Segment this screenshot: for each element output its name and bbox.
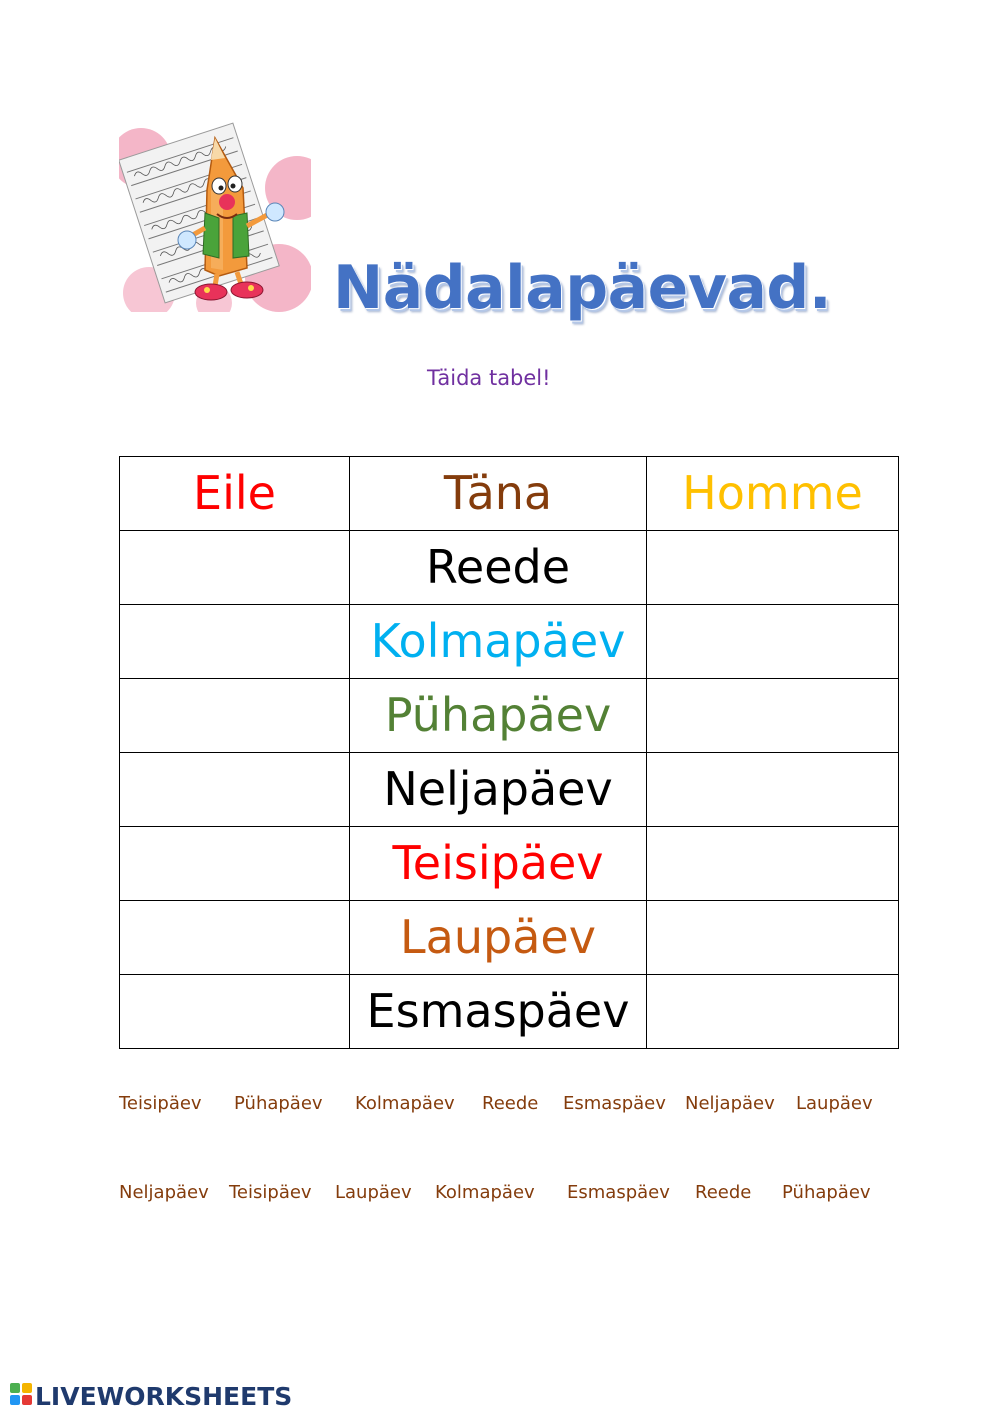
- page-title: Nädalapäevad.: [333, 253, 832, 323]
- answer-cell-tomorrow[interactable]: [647, 531, 899, 605]
- word-bank-item[interactable]: Pühapäev: [782, 1182, 871, 1203]
- answer-cell-tomorrow[interactable]: [647, 605, 899, 679]
- word-bank-item[interactable]: Neljapäev: [119, 1182, 209, 1203]
- given-day-cell: Kolmapäev: [350, 605, 647, 679]
- given-day-cell: Esmaspäev: [350, 975, 647, 1049]
- header-today: Täna: [350, 457, 647, 531]
- answer-cell-yesterday[interactable]: [120, 827, 350, 901]
- word-bank-item[interactable]: Laupäev: [335, 1182, 412, 1203]
- answer-cell-yesterday[interactable]: [120, 975, 350, 1049]
- table-row: [120, 753, 899, 827]
- table-row: [120, 679, 899, 753]
- given-day-cell: Neljapäev: [350, 753, 647, 827]
- given-day-cell: Pühapäev: [350, 679, 647, 753]
- answer-cell-yesterday[interactable]: [120, 531, 350, 605]
- given-day-cell: Laupäev: [350, 901, 647, 975]
- header-tomorrow: Homme: [647, 457, 899, 531]
- word-bank-item[interactable]: Kolmapäev: [355, 1093, 455, 1114]
- table-header-row: [120, 457, 899, 531]
- answer-cell-tomorrow[interactable]: [647, 679, 899, 753]
- word-bank-item[interactable]: Reede: [695, 1182, 752, 1203]
- answer-cell-tomorrow[interactable]: [647, 827, 899, 901]
- table-row: [120, 605, 899, 679]
- instruction-text: Täida tabel!: [427, 366, 551, 390]
- footer-brand: [10, 1380, 292, 1412]
- answer-cell-yesterday[interactable]: [120, 901, 350, 975]
- word-bank-item[interactable]: Neljapäev: [685, 1093, 775, 1114]
- word-bank-item[interactable]: Pühapäev: [234, 1093, 323, 1114]
- brand-name: LIVEWORKSHEETS: [35, 1381, 293, 1411]
- answer-cell-tomorrow[interactable]: [647, 753, 899, 827]
- header-yesterday: Eile: [120, 457, 350, 531]
- answer-cell-yesterday[interactable]: [120, 605, 350, 679]
- word-bank-item[interactable]: Laupäev: [796, 1093, 873, 1114]
- word-bank-item[interactable]: Esmaspäev: [567, 1182, 670, 1203]
- given-day-cell: Teisipäev: [350, 827, 647, 901]
- answer-cell-yesterday[interactable]: [120, 679, 350, 753]
- word-bank-item[interactable]: Reede: [482, 1093, 539, 1114]
- word-bank-item[interactable]: Teisipäev: [229, 1182, 312, 1203]
- table-row: [120, 531, 899, 605]
- answer-cell-tomorrow[interactable]: [647, 901, 899, 975]
- answer-cell-tomorrow[interactable]: [647, 975, 899, 1049]
- word-bank-item[interactable]: Kolmapäev: [435, 1182, 535, 1203]
- table-row: [120, 827, 899, 901]
- given-day-cell: Reede: [350, 531, 647, 605]
- table-row: [120, 901, 899, 975]
- liveworksheets-logo-icon: [10, 1383, 32, 1409]
- word-bank-item[interactable]: Teisipäev: [119, 1093, 202, 1114]
- table-row: [120, 975, 899, 1049]
- weekday-table: [119, 456, 899, 1049]
- pencil-character-icon: [119, 118, 311, 312]
- answer-cell-yesterday[interactable]: [120, 753, 350, 827]
- word-bank-item[interactable]: Esmaspäev: [563, 1093, 666, 1114]
